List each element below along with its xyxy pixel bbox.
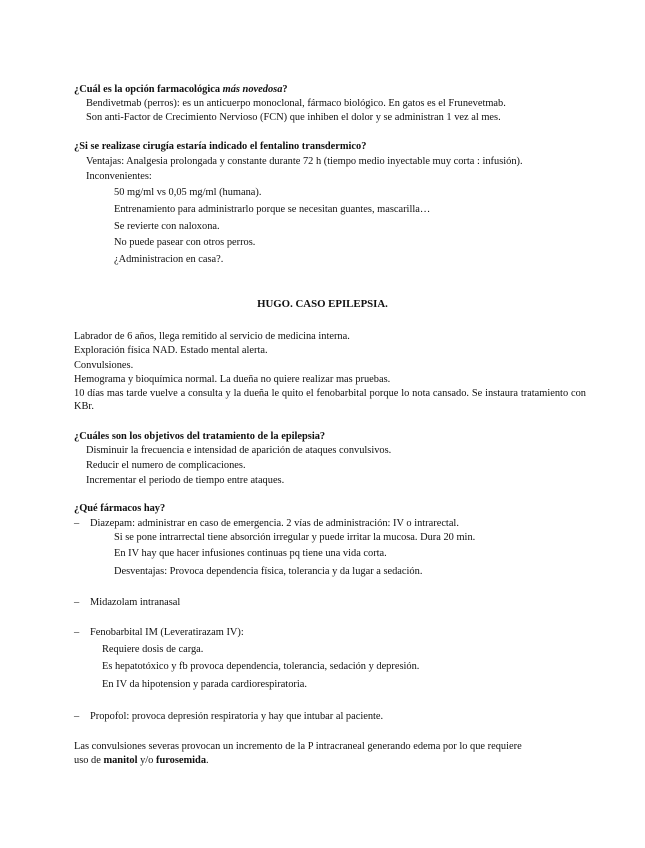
text-line: Hemograma y bioquímica normal. La dueña no quiere realizar mas pruebas. [74, 374, 391, 385]
closing-middle: y/o [137, 755, 156, 766]
text-line: Inconvenientes: [86, 171, 152, 182]
question-objectives: ¿Cuáles son los objetivos del tratamiento de la epilepsia? [74, 431, 326, 442]
list-item: Entrenamiento para administrarlo porque se necesitan guantes, mascarilla… [114, 204, 431, 215]
list-item: Disminuir la frecuencia e intensidad de aparición de ataques convulsivos. [86, 445, 392, 456]
text-line: Son anti-Factor de Crecimiento Nervioso (FCN) que inhiben el dolor y se administran 1 vez al mes. [86, 112, 501, 123]
closing-prefix: uso de [74, 755, 104, 766]
list-item-propofol: Propofol: provoca depresión respiratoria y hay que intubar al paciente. [90, 711, 384, 722]
text-line: Exploración física NAD. Estado mental alerta. [74, 345, 268, 356]
dash-bullet: – [74, 627, 80, 638]
sub-item: En IV da hipotension y parada cardiorespiratoria. [102, 679, 307, 690]
case-title: HUGO. CASO EPILEPSIA. [257, 298, 388, 310]
text-line: Convulsiones. [74, 360, 134, 371]
closing-suffix: . [206, 755, 209, 766]
sub-item: En IV hay que hacer infusiones continuas pq tiene una vida corta. [114, 548, 387, 559]
drug-furosemida: furosemida [155, 755, 207, 766]
question-mark: ? [282, 84, 288, 95]
list-item: Reducir el numero de complicaciones. [86, 460, 246, 471]
list-item: ¿Administracion en casa?. [114, 254, 224, 265]
sub-item: Si se pone intrarrectal tiene absorción irregular y puede irritar la mucosa. Dura 20 min. [114, 532, 476, 543]
question-emphasis: más novedosa [222, 84, 283, 95]
sub-item: Requiere dosis de carga. [102, 644, 204, 655]
text-line: Ventajas: Analgesia prolongada y constante durante 72 h (tiempo medio inyectable muy corta : infusión). [86, 156, 523, 167]
paragraph: 10 días mas tarde vuelve a consulta y la dueña le quito el fenobarbital porque lo nota cansado. Se instaura tratamiento con KBr. [74, 388, 586, 412]
drug-manitol: manitol [103, 755, 138, 766]
list-item-midazolam: Midazolam intranasal [90, 597, 181, 608]
dash-bullet: – [74, 597, 80, 608]
list-item-fenobarbital: Fenobarbital IM (Leveratirazam IV): [90, 627, 244, 638]
list-item: No puede pasear con otros perros. [114, 237, 256, 248]
dash-bullet: – [74, 711, 80, 722]
sub-item: Desventajas: Provoca dependencia física, tolerancia y da lugar a sedación. [114, 566, 423, 577]
list-item: Incrementar el periodo de tiempo entre ataques. [86, 475, 285, 486]
dash-bullet: – [74, 518, 80, 529]
closing-line: Las convulsiones severas provocan un incremento de la P intracraneal generando edema por lo que requiere [74, 741, 522, 752]
question-fentanyl: ¿Si se realizase cirugía estaría indicado el fentalino transdermico? [74, 141, 367, 152]
question-drugs: ¿Qué fármacos hay? [74, 503, 166, 514]
question-text: ¿Cuál es la opción farmacológica [74, 84, 223, 95]
sub-item: Es hepatotóxico y fb provoca dependencia, tolerancia, sedación y depresión. [102, 661, 420, 672]
closing-line-2 [74, 754, 209, 767]
list-item: Se revierte con naloxona. [114, 221, 220, 232]
list-item-diazepam: Diazepam: administrar en caso de emergencia. 2 vías de administración: IV o intrarectal. [90, 518, 459, 529]
list-item: 50 mg/ml vs 0,05 mg/ml (humana). [114, 187, 262, 198]
text-line: Bendivetmab (perros): es un anticuerpo monoclonal, fármaco biológico. En gatos es el Frunevetmab. [86, 98, 506, 109]
text-line: Labrador de 6 años, llega remitido al servicio de medicina interna. [74, 331, 350, 342]
question-novel-option [74, 83, 288, 96]
